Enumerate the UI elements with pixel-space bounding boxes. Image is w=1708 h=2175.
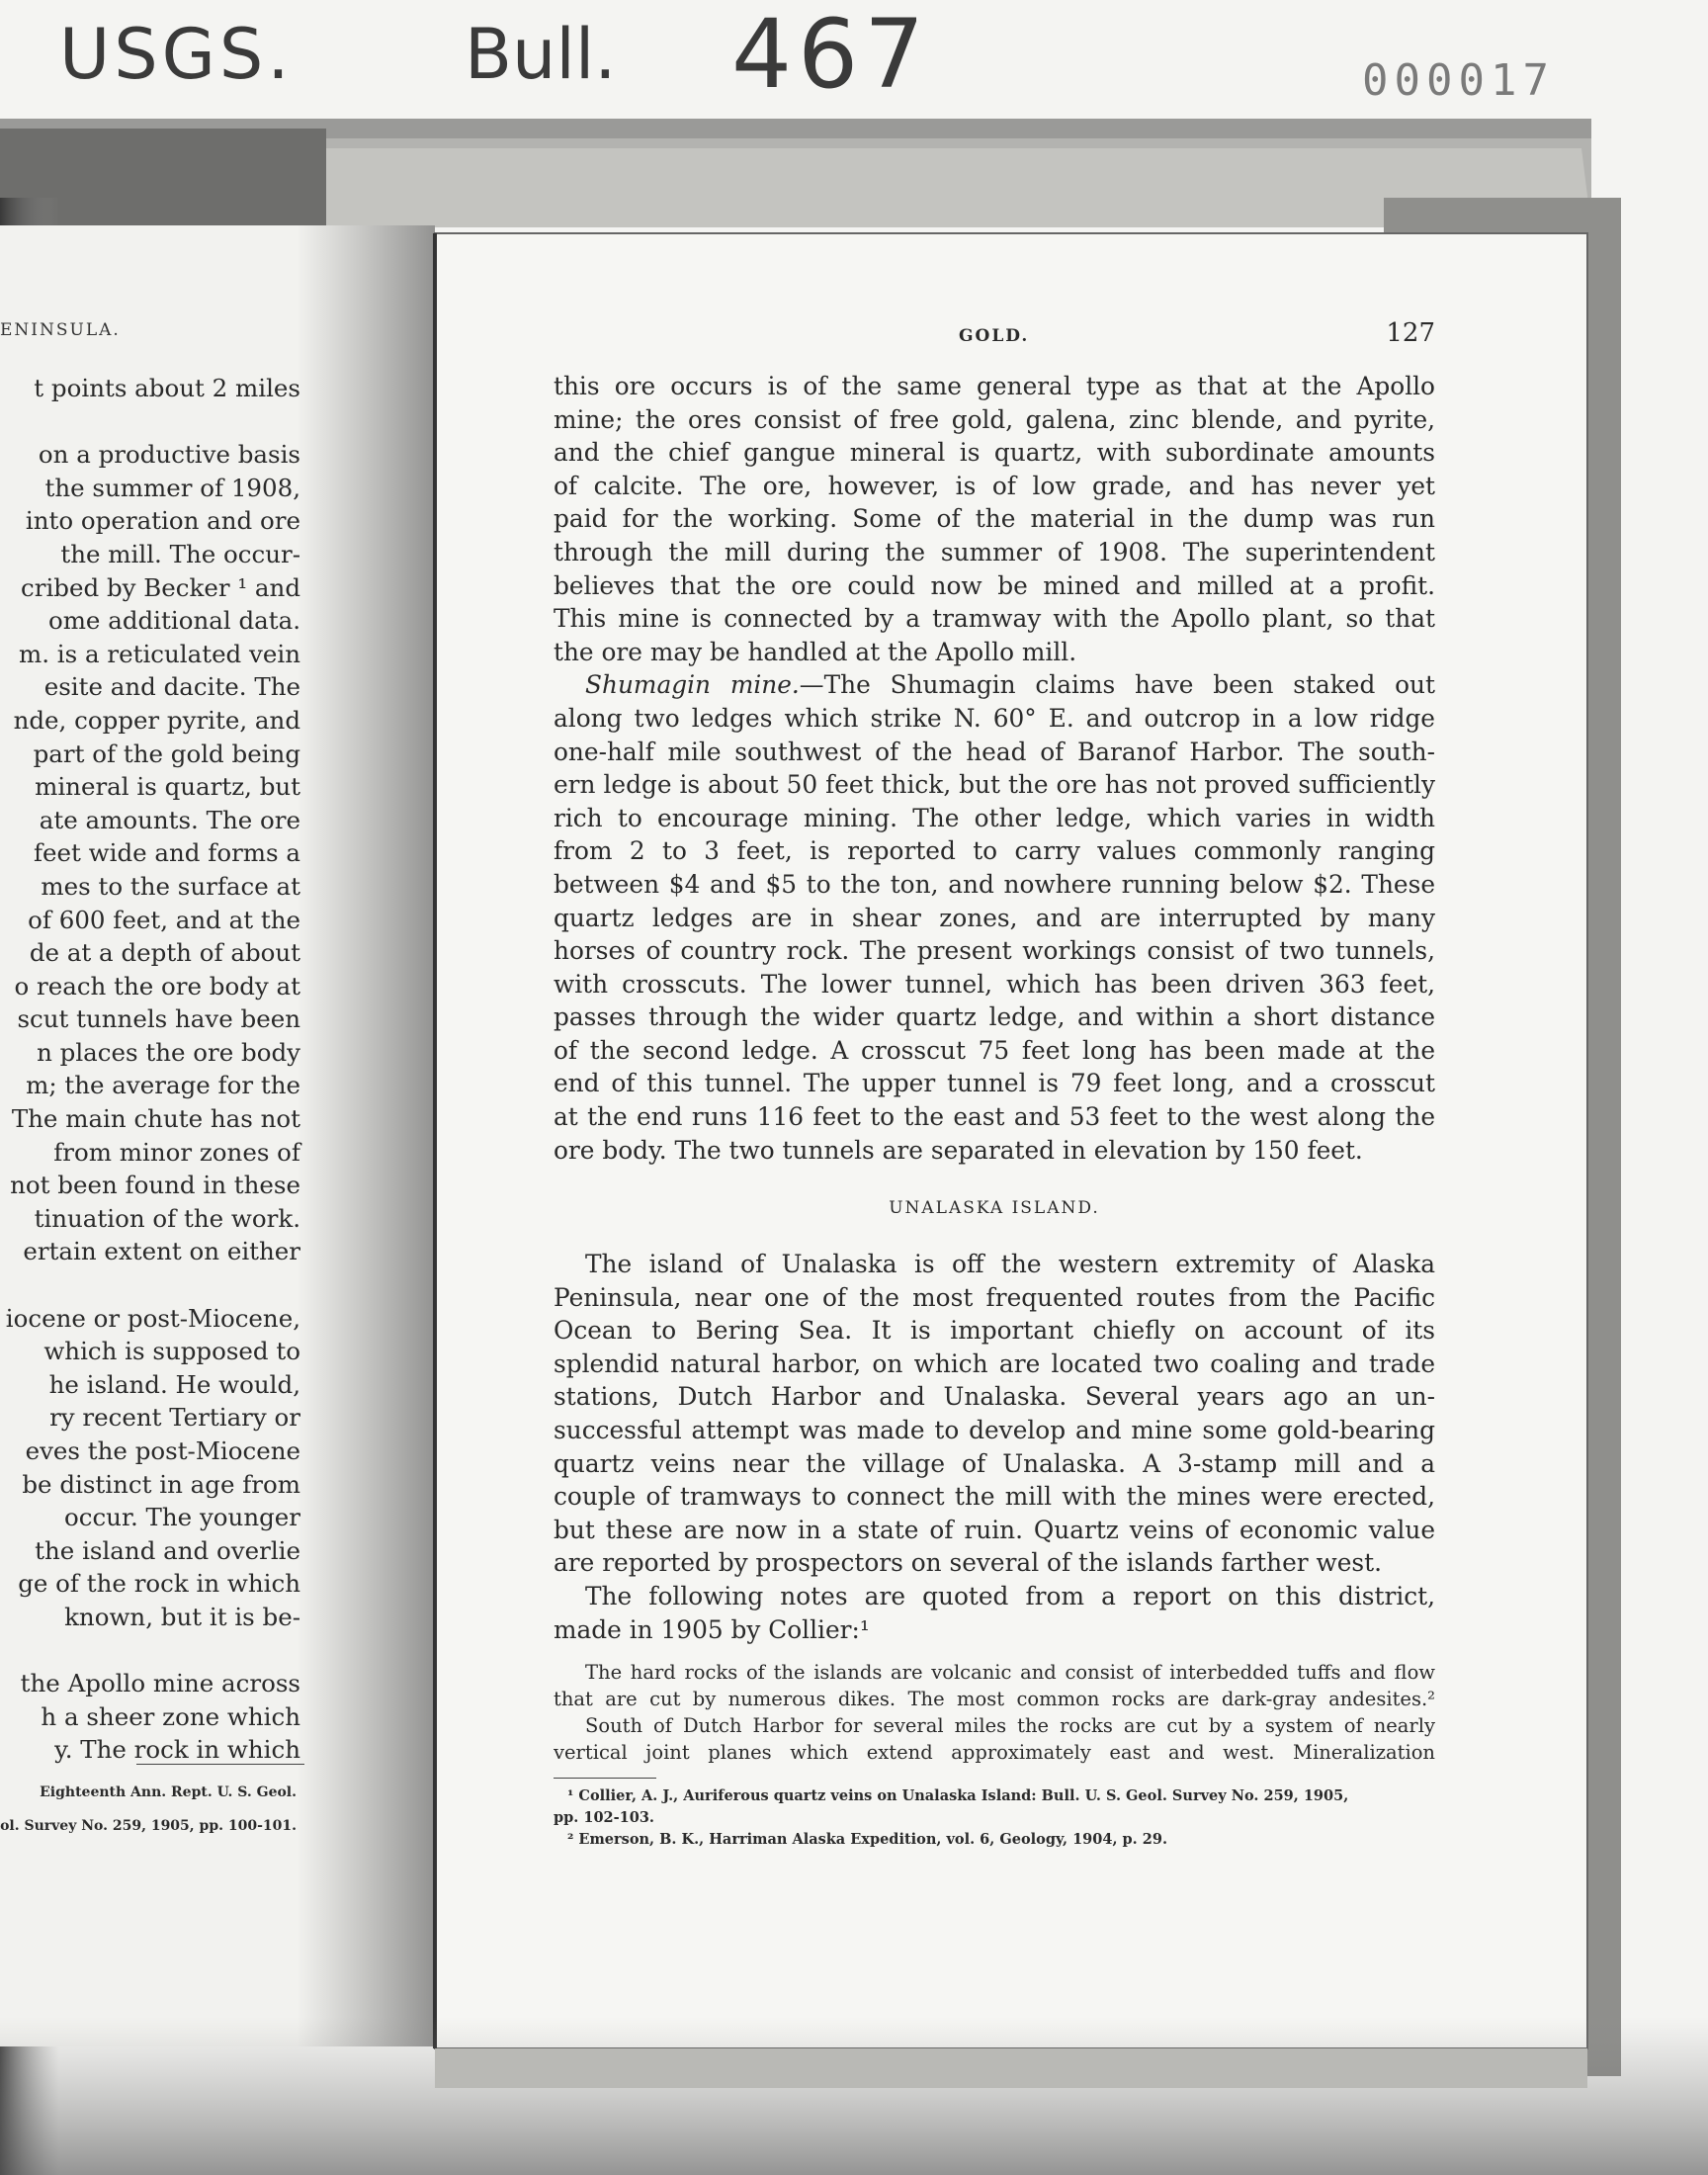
left-text-line: de at a depth of about bbox=[29, 938, 300, 968]
left-text-line: the mill. The occur- bbox=[60, 539, 300, 568]
quote-line bbox=[554, 1739, 1435, 1766]
body-line-text: through the mill during the summer of 1908. The superintendent bbox=[554, 537, 1435, 566]
body-line-text: this ore occurs is of the same general type as that at the Apollo bbox=[554, 372, 1435, 400]
body-line bbox=[554, 902, 1435, 935]
left-footnote-line: ol. Survey No. 259, 1905, pp. 100-101. bbox=[0, 1818, 297, 1834]
left-text-line: The main chute has not bbox=[11, 1104, 300, 1134]
body-line-text: are reported by prospectors on several of the islands farther west. bbox=[554, 1548, 1382, 1578]
quote-line-text: vertical joint planes which extend approximately east and west. Mineralization bbox=[554, 1741, 1435, 1764]
body-line-text: one-half mile southwest of the head of Baranof Harbor. The south- bbox=[554, 737, 1435, 766]
body-line bbox=[554, 1546, 1435, 1580]
body-line bbox=[554, 802, 1435, 835]
body-line-text: horses of country rock. The present workings consist of two tunnels, bbox=[554, 936, 1435, 966]
left-page-text bbox=[0, 372, 300, 1767]
left-text-line: not been found in these bbox=[10, 1171, 300, 1200]
body-line bbox=[554, 868, 1435, 902]
left-text-line: on a productive basis bbox=[38, 440, 300, 470]
left-text-line bbox=[0, 1634, 300, 1668]
left-text-line: mes to the surface at bbox=[41, 871, 300, 901]
left-text-line: nde, copper pyrite, and bbox=[13, 705, 300, 735]
body-line bbox=[554, 768, 1435, 802]
body-line bbox=[554, 403, 1435, 437]
block-quote bbox=[554, 1659, 1435, 1766]
body-line-text: Ocean to Bering Sea. It is important chiefly on account of its bbox=[554, 1316, 1435, 1346]
body-line bbox=[554, 1580, 1435, 1613]
left-text-line: the Apollo mine across bbox=[20, 1669, 300, 1698]
body-text-unalaska bbox=[554, 1248, 1435, 1646]
quote-line bbox=[554, 1712, 1435, 1739]
left-text-line: known, but it is be- bbox=[64, 1602, 300, 1631]
body-line-text: Peninsula, near one of the most frequented routes from the Pacific bbox=[554, 1282, 1435, 1312]
body-line bbox=[554, 1348, 1435, 1381]
left-text-line: mineral is quartz, but bbox=[35, 772, 300, 802]
left-text-line: ertain extent on either bbox=[23, 1237, 300, 1266]
left-text-line: ate amounts. The ore bbox=[39, 805, 300, 834]
left-footnotes bbox=[0, 1776, 297, 1843]
body-line bbox=[554, 702, 1435, 736]
left-text-line: which is supposed to bbox=[43, 1337, 300, 1366]
left-text-line: into operation and ore bbox=[25, 506, 300, 536]
left-text-line: esite and dacite. The bbox=[43, 672, 300, 702]
body-line-text: the ore may be handled at the Apollo mill. bbox=[554, 637, 1077, 666]
footnote-rule bbox=[554, 1778, 656, 1779]
left-text-line: from minor zones of bbox=[53, 1137, 300, 1167]
footnote-line: ¹ Collier, A. J., Auriferous quartz veins on Unalaska Island: Bull. U. S. Geol. Survey No. 259, 1905, bbox=[567, 1787, 1349, 1804]
body-line-text: believes that the ore could now be mined and milled at a profit. bbox=[554, 570, 1435, 600]
body-line-text: mine; the ores consist of free gold, galena, zinc blende, and pyrite, bbox=[554, 404, 1435, 434]
body-line-text: ore body. The two tunnels are separated in elevation by 150 feet. bbox=[554, 1135, 1363, 1165]
running-head: GOLD. bbox=[959, 326, 1030, 346]
left-text-line: cribed by Becker ¹ and bbox=[21, 572, 300, 602]
left-text-line: n places the ore body bbox=[37, 1037, 300, 1067]
body-line-text: at the end runs 116 feet to the east and 53 feet to the west along the bbox=[554, 1102, 1435, 1132]
left-page bbox=[0, 229, 304, 1870]
body-line-text: with crosscuts. The lower tunnel, which has been driven 363 feet, bbox=[554, 969, 1435, 999]
left-text-line: m; the average for the bbox=[26, 1071, 300, 1100]
left-text-line: part of the gold being bbox=[33, 739, 300, 768]
left-text-line: h a sheer zone which bbox=[41, 1701, 300, 1731]
body-line-text: passes through the wider quartz ledge, and within a short distance bbox=[554, 1002, 1435, 1032]
body-line bbox=[554, 1034, 1435, 1068]
body-line bbox=[554, 1380, 1435, 1414]
body-line-text: but these are now in a state of ruin. Quartz veins of economic value bbox=[554, 1515, 1435, 1544]
body-line bbox=[554, 1414, 1435, 1447]
quote-line bbox=[554, 1659, 1435, 1686]
body-line-text: The following notes are quoted from a report on this district, bbox=[585, 1581, 1435, 1610]
body-line-text: end of this tunnel. The upper tunnel is 79 feet long, and a crosscut bbox=[554, 1069, 1435, 1098]
left-text-line bbox=[0, 405, 300, 439]
left-text-line: feet wide and forms a bbox=[33, 838, 300, 868]
body-line-text: from 2 to 3 feet, is reported to carry values commonly ranging bbox=[554, 836, 1435, 866]
handwritten-agency: USGS. bbox=[59, 14, 294, 95]
left-text-line: the island and overlie bbox=[35, 1535, 300, 1565]
left-text-line: o reach the ore body at bbox=[14, 971, 300, 1000]
handwritten-number: 467 bbox=[731, 0, 931, 110]
left-text-line: m. is a reticulated vein bbox=[18, 639, 300, 668]
left-text-line: occur. The younger bbox=[63, 1503, 300, 1532]
left-text-line: ry recent Tertiary or bbox=[49, 1403, 300, 1433]
left-text-line: eves the post-Miocene bbox=[25, 1436, 300, 1465]
left-text-line: y. The rock in which bbox=[54, 1735, 300, 1765]
body-line-text: made in 1905 by Collier:¹ bbox=[554, 1614, 870, 1644]
body-line-text: between $4 and $5 to the ton, and nowhere running below $2. These bbox=[554, 869, 1435, 899]
body-line-rest: —The Shumagin claims have been staked out bbox=[799, 670, 1435, 700]
body-line bbox=[554, 602, 1435, 636]
footnote-line: pp. 102-103. bbox=[554, 1809, 654, 1826]
body-line bbox=[554, 1100, 1435, 1134]
handwritten-series: Bull. bbox=[465, 14, 617, 95]
left-text-line: of 600 feet, and at the bbox=[28, 905, 300, 934]
body-line bbox=[554, 1281, 1435, 1315]
left-text-line: the summer of 1908, bbox=[44, 473, 300, 502]
body-line-text: paid for the working. Some of the material in the dump was run bbox=[554, 504, 1435, 534]
body-line-text: quartz veins near the village of Unalaska. A 3-stamp mill and a bbox=[554, 1448, 1435, 1478]
body-line bbox=[554, 1067, 1435, 1100]
quote-line-text: South of Dutch Harbor for several miles the rocks are cut by a system of nearly bbox=[585, 1714, 1435, 1737]
left-text-line bbox=[0, 1268, 300, 1302]
body-line bbox=[554, 636, 1435, 669]
body-line bbox=[554, 502, 1435, 536]
page-header bbox=[554, 318, 1435, 358]
shumagin-mine-lead: Shumagin mine. bbox=[585, 670, 800, 700]
left-text-line: t points about 2 miles bbox=[34, 374, 300, 402]
left-running-head: ENINSULA. bbox=[0, 320, 121, 340]
body-line bbox=[554, 1613, 1435, 1647]
body-line-text: of the second ledge. A crosscut 75 feet long has been made at the bbox=[554, 1035, 1435, 1065]
quote-line-text: The hard rocks of the islands are volcanic and consist of interbedded tuffs and flow bbox=[585, 1661, 1435, 1684]
stamp-number: 000017 bbox=[1362, 55, 1555, 106]
left-text-line: be distinct in age from bbox=[22, 1469, 300, 1499]
body-line-text: rich to encourage mining. The other ledge, which varies in width bbox=[554, 803, 1435, 832]
body-line bbox=[554, 569, 1435, 603]
body-line bbox=[554, 536, 1435, 569]
body-line-text: successful attempt was made to develop and mine some gold-bearing bbox=[554, 1415, 1435, 1444]
left-text-line: he island. He would, bbox=[48, 1369, 300, 1399]
body-line bbox=[554, 1514, 1435, 1547]
body-line-text: couple of tramways to connect the mill with the mines were erected, bbox=[554, 1482, 1435, 1512]
left-text-line: scut tunnels have been bbox=[17, 1004, 300, 1034]
body-line-text: of calcite. The ore, however, is of low grade, and has never yet bbox=[554, 471, 1435, 500]
quote-line-text: that are cut by numerous dikes. The most common rocks are dark-gray andesites.² bbox=[554, 1688, 1435, 1710]
body-line bbox=[554, 1480, 1435, 1514]
body-line bbox=[554, 668, 1435, 702]
footnote-line: ² Emerson, B. K., Harriman Alaska Expedition, vol. 6, Geology, 1904, p. 29. bbox=[567, 1831, 1168, 1848]
left-footnote-line: Eighteenth Ann. Rept. U. S. Geol. bbox=[40, 1784, 297, 1800]
page-number: 127 bbox=[1386, 318, 1435, 348]
body-line bbox=[554, 968, 1435, 1001]
body-line bbox=[554, 934, 1435, 968]
body-line bbox=[554, 470, 1435, 503]
left-text-line: tinuation of the work. bbox=[34, 1203, 300, 1233]
body-line bbox=[554, 736, 1435, 769]
left-text-line: iocene or post-Miocene, bbox=[5, 1303, 300, 1333]
left-text-line: ome additional data. bbox=[47, 606, 300, 636]
body-text bbox=[554, 370, 1435, 1167]
body-line-text: ern ledge is about 50 feet thick, but the ore has not proved sufficiently bbox=[554, 770, 1435, 800]
body-line-text: splendid natural harbor, on which are located two coaling and trade bbox=[554, 1348, 1435, 1378]
body-line bbox=[554, 1447, 1435, 1481]
body-line-text: and the chief gangue mineral is quartz, with subordinate amounts bbox=[554, 438, 1435, 468]
body-line bbox=[554, 1000, 1435, 1034]
body-line-text: quartz ledges are in shear zones, and are interrupted by many bbox=[554, 903, 1435, 932]
body-line bbox=[554, 834, 1435, 868]
body-line-text: This mine is connected by a tramway with the Apollo plant, so that bbox=[554, 604, 1435, 634]
body-line bbox=[554, 1248, 1435, 1281]
body-line-text: stations, Dutch Harbor and Unalaska. Several years ago an un- bbox=[554, 1382, 1435, 1412]
body-line-text bbox=[585, 668, 1435, 702]
body-line bbox=[554, 436, 1435, 470]
left-text-line: ge of the rock in which bbox=[18, 1569, 300, 1599]
section-heading: UNALASKA ISLAND. bbox=[889, 1198, 1100, 1218]
body-line-text: The island of Unalaska is off the western extremity of Alaska bbox=[585, 1250, 1435, 1278]
body-line bbox=[554, 1134, 1435, 1168]
body-line bbox=[554, 370, 1435, 403]
footnotes bbox=[554, 1785, 1435, 1851]
body-line bbox=[554, 1314, 1435, 1348]
quote-line bbox=[554, 1686, 1435, 1712]
body-line-text: along two ledges which strike N. 60° E. and outcrop in a low ridge bbox=[554, 703, 1435, 733]
left-footnote-rule bbox=[136, 1764, 304, 1765]
